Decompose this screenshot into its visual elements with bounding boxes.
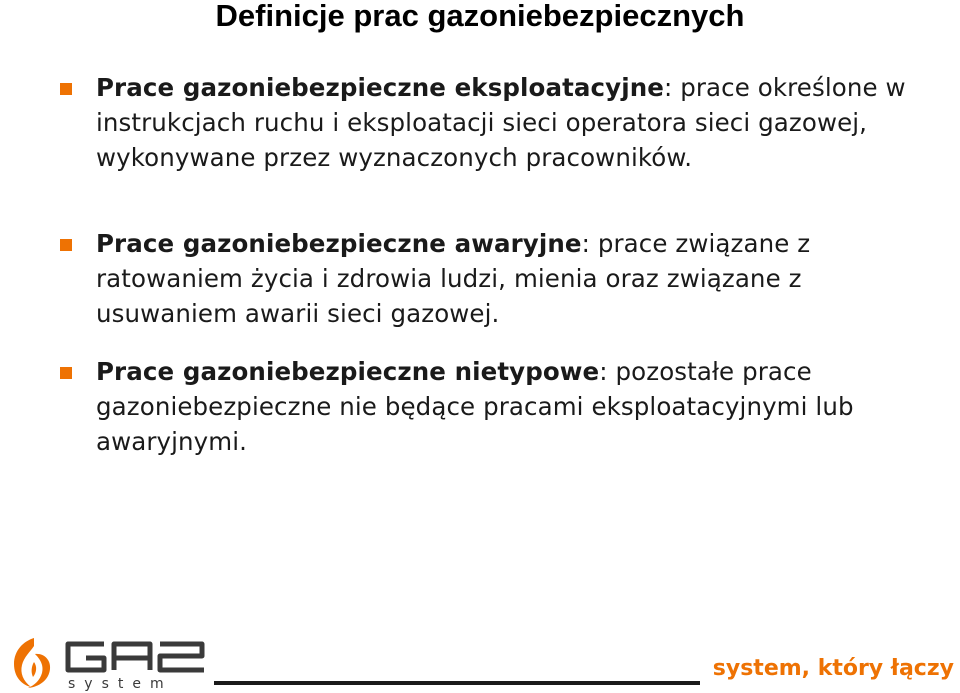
bullet-item-eksploatacyjne xyxy=(60,70,945,175)
bullet-term: Prace gazoniebezpieczne awaryjne xyxy=(96,229,582,258)
bullet-item-nietypowe xyxy=(60,354,945,459)
footer-divider xyxy=(214,681,700,685)
bullet-term: Prace gazoniebezpieczne eksploatacyjne xyxy=(96,73,664,102)
square-bullet-icon xyxy=(60,239,72,251)
square-bullet-icon xyxy=(60,83,72,95)
bullet-description: : pozostałe prace gazoniebezpieczne nie będące pracami eksploatacyjnymi lub awaryjnymi. xyxy=(96,357,854,456)
square-bullet-icon xyxy=(60,367,72,379)
gaz-system-logo xyxy=(4,632,214,692)
logo-wordmark xyxy=(68,644,204,670)
bullet-text xyxy=(96,226,945,331)
bullet-text xyxy=(96,354,945,459)
flame-icon xyxy=(14,638,50,688)
bullet-term: Prace gazoniebezpieczne nietypowe xyxy=(96,357,600,386)
slide-title: Definicje prac gazoniebezpiecznych xyxy=(215,0,745,33)
bullet-description: : prace związane z ratowaniem życia i zdrowia ludzi, mienia oraz związane z usuwaniem awarii sieci gazowej. xyxy=(96,229,811,328)
bullet-description: : prace określone w instrukcjach ruchu i eksploatacji sieci operatora sieci gazowej, wykonywane przez wyznaczonych pracowników. xyxy=(96,73,906,172)
bullet-text xyxy=(96,70,945,175)
footer-slogan: system, który łączy xyxy=(712,656,954,681)
logo-subtext: system xyxy=(68,676,173,692)
bullet-item-awaryjne xyxy=(60,226,945,331)
